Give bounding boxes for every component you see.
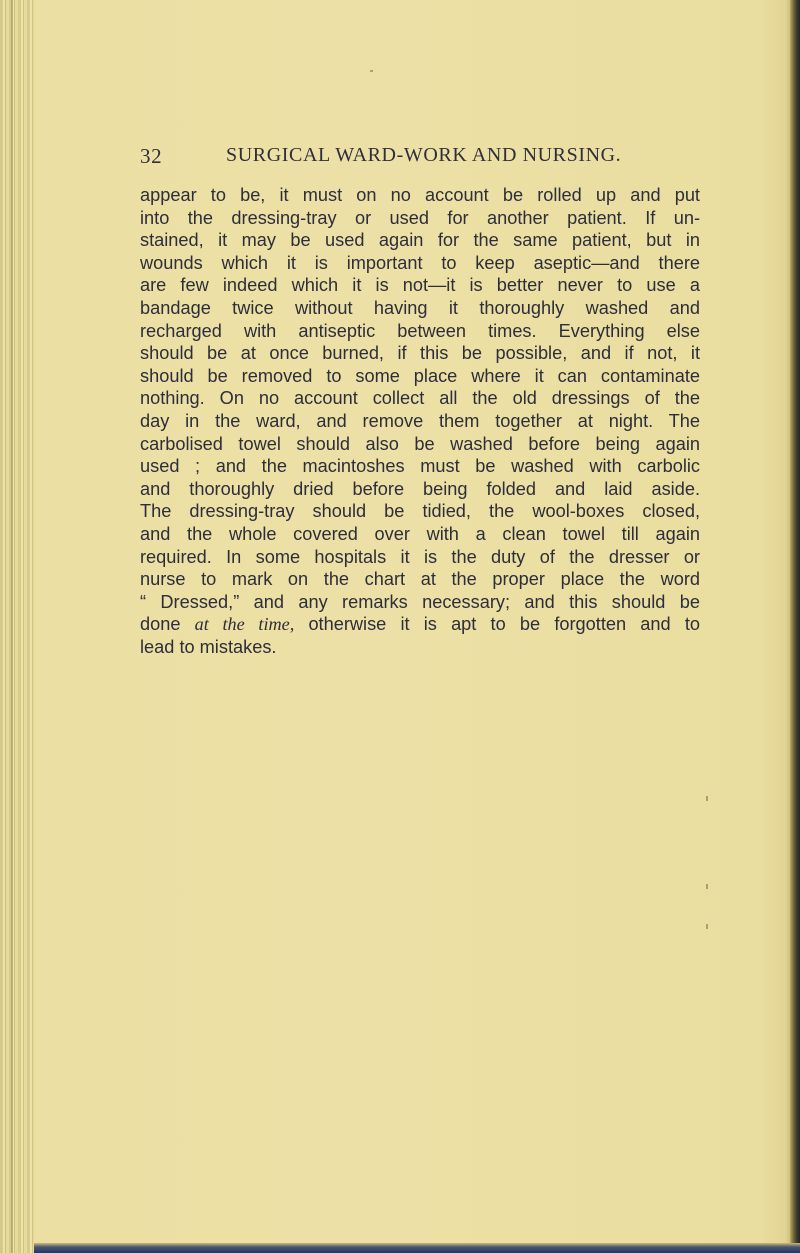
text-line: stained, it may be used again for the same patient, but in <box>140 230 700 251</box>
text-line: The dressing-tray should be tidied, the wool-boxes closed, <box>140 501 700 522</box>
text-line: required. In some hospitals it is the duty of the dresser or <box>140 546 700 567</box>
text-line: and the whole covered over with a clean towel till again <box>140 523 700 544</box>
page-bottom-edge <box>34 1243 800 1253</box>
text-line: carbolised towel should also be washed before being again <box>140 433 700 454</box>
paper-speck <box>370 70 373 72</box>
text-line: “ Dressed,” and any remarks necessary; and this should be <box>140 591 700 612</box>
text-line: appear to be, it must on no account be rolled up and put <box>140 185 700 205</box>
text-line-with-italic <box>140 613 700 636</box>
page-binding-edge <box>0 0 34 1253</box>
text-line-final: lead to mistakes. <box>140 636 277 657</box>
text-segment: otherwise it is apt to be forgotten and to <box>294 614 700 635</box>
text-line: wounds which it is important to keep aseptic—and there <box>140 252 700 273</box>
text-line: nothing. On no account collect all the old dressings of the <box>140 388 700 409</box>
text-line: bandage twice without having it thoroughly washed and <box>140 297 700 318</box>
body-paragraph <box>140 184 700 658</box>
text-line: and thoroughly dried before being folded and laid aside. <box>140 478 700 499</box>
text-line: are few indeed which it is not—it is better never to use a <box>140 275 700 296</box>
running-head: SURGICAL WARD-WORK AND NURSING. <box>226 144 622 166</box>
page-number: 32 <box>140 144 163 168</box>
text-line: recharged with antiseptic between times. Everything else <box>140 320 700 341</box>
italic-phrase: at the time, <box>194 614 295 635</box>
paper-speck <box>706 924 708 929</box>
text-line: nurse to mark on the chart at the proper place the word <box>140 569 700 590</box>
binding-shadow-line <box>11 0 13 1253</box>
text-segment: done <box>140 614 195 635</box>
page-header <box>140 144 660 174</box>
paper-speck <box>706 884 708 889</box>
paper-speck <box>706 796 708 801</box>
text-line: should be removed to some place where it can contaminate <box>140 365 700 386</box>
text-line: used ; and the macintoshes must be washed with carbolic <box>140 456 700 477</box>
text-line: should be at once burned, if this be possible, and if not, it <box>140 343 700 364</box>
text-line: into the dressing-tray or used for another patient. If un- <box>140 207 700 228</box>
page-right-edge <box>790 0 800 1253</box>
text-line: day in the ward, and remove them together at night. The <box>140 410 700 431</box>
